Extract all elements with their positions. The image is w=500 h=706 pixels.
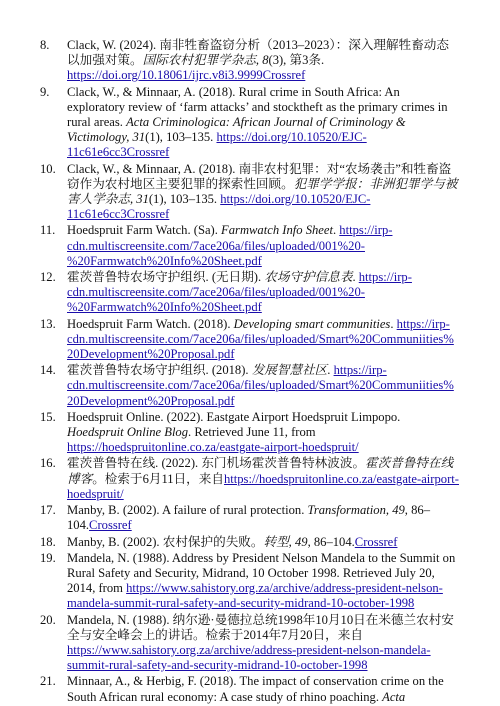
reference-text: . xyxy=(327,363,334,378)
reference-item xyxy=(0,270,500,316)
reference-text: (1), 103–135. xyxy=(148,192,221,207)
reference-text: . xyxy=(390,316,397,331)
reference-text: Mandela, N. (1988). 纳尔逊·曼德拉总统1998年10月10日在米德兰农村安全与安全峰会上的讲话。检索于2014年7月20日，来自 xyxy=(67,612,454,642)
reference-item xyxy=(0,38,500,84)
reference-source-title: Farmwatch Info Sheet xyxy=(221,223,333,238)
reference-number: 10. xyxy=(40,161,56,176)
reference-number: 8. xyxy=(40,38,50,52)
reference-number: 14. xyxy=(40,363,56,378)
crossref-link[interactable]: Crossref xyxy=(354,534,398,549)
reference-source-title: 农场守护信息表 xyxy=(264,270,353,285)
reference-source-title: Hoedspruit Online Blog xyxy=(67,425,189,440)
reference-source-title: 犯罪学学报：非洲犯罪学与被害人学杂志, 31 xyxy=(67,176,458,207)
reference-link[interactable]: https://hoedspruitonline.co.za/eastgate-airport-hoedspruit/ xyxy=(67,440,359,455)
crossref-link[interactable]: Crossref xyxy=(89,518,132,533)
reference-number: 19. xyxy=(40,550,56,565)
reference-source-title: Acta xyxy=(382,689,406,704)
reference-source-title: 国际农村犯罪学杂志, 8 xyxy=(142,53,269,68)
reference-item xyxy=(0,410,500,456)
reference-number: 20. xyxy=(40,612,56,627)
reference-text: Clack, W. (2024). 南非牲畜盗窃分析（2013–2023）：深入理解牲畜动态以加强对策。 xyxy=(67,38,449,68)
reference-list xyxy=(0,38,500,706)
reference-number: 17. xyxy=(40,503,56,518)
reference-text: Clack, W., & Minnaar, A. (2018). Rural crime in South Africa: An exploratory review of ‘farm attacks’ and stocktheft as the primary crimes in rural areas. xyxy=(67,84,448,130)
reference-item xyxy=(0,535,500,550)
reference-text: . xyxy=(352,270,359,285)
reference-link[interactable]: https://doi.org/10.18061/ijrc.v8i3.9999Crossref xyxy=(67,68,306,83)
reference-text: 。检索于6月11日，来自 xyxy=(92,471,224,486)
reference-source-title: Transformation, 49 xyxy=(307,503,405,518)
reference-source-title: Developing smart communities xyxy=(233,316,391,331)
reference-link[interactable]: https://irp-cdn.multiscreensite.com/7ace206a/files/uploaded/Smart%20Communiities%20Development%20Proposal.pdf xyxy=(67,363,454,408)
reference-text: Hoedspruit Farm Watch. (2018). xyxy=(67,316,234,331)
reference-link[interactable]: https://www.sahistory.org.za/archive/address-president-nelson-mandela-summit-rural-safety-and-security-midrand-10-october-1998 xyxy=(67,581,443,611)
reference-link[interactable]: https://irp-cdn.multiscreensite.com/7ace206a/files/uploaded/001%20-%20Farmwatch%20Info%20Sheet.pdf xyxy=(67,270,412,315)
reference-source-title: 转型, 49 xyxy=(263,534,308,549)
reference-text: Manby, B. (2002). A failure of rural protection. xyxy=(67,503,308,518)
reference-number: 11. xyxy=(40,223,56,238)
reference-text: Hoedspruit Online. (2022). Eastgate Airport Hoedspruit Limpopo. xyxy=(67,409,401,424)
reference-text: . xyxy=(332,223,340,238)
reference-number: 9. xyxy=(40,84,50,99)
reference-text: (3), 第3条. xyxy=(268,53,325,68)
reference-text: Hoedspruit Farm Watch. (Sa). xyxy=(67,223,222,238)
reference-link[interactable]: https://irp-cdn.multiscreensite.com/7ace206a/files/uploaded/Smart%20Communiities%20Development%20Proposal.pdf xyxy=(67,316,454,362)
reference-item xyxy=(0,223,500,269)
reference-source-title: 发展智慧社区 xyxy=(251,363,328,378)
reference-item xyxy=(0,503,500,533)
reference-text: 霍茨普鲁特农场守护组织. (2018). xyxy=(67,363,252,378)
reference-text: 霍茨普鲁特在线. (2022). 东门机场霍茨普鲁特林波波。 xyxy=(67,456,366,471)
reference-item xyxy=(0,674,500,704)
reference-link[interactable]: https://doi.org/10.10520/EJC-11c61e6cc3Crossref xyxy=(67,130,367,160)
reference-item xyxy=(0,456,500,502)
reference-link[interactable]: https://www.sahistory.org.za/archive/address-president-nelson-mandela-summit-rural-safety-and-security-midrand-10-october-1998 xyxy=(67,642,431,673)
reference-source-title: Acta Criminologica: African Journal of Criminology & Victimology, 31 xyxy=(67,115,406,145)
reference-item xyxy=(0,363,500,409)
reference-text: 霍茨普鲁特农场守护组织. (无日期). xyxy=(67,270,265,285)
reference-item xyxy=(0,317,500,363)
reference-source-title: 霍茨普鲁特在线博客 xyxy=(67,456,454,486)
reference-link[interactable]: https://doi.org/10.10520/EJC-11c61e6cc3Crossref xyxy=(67,192,371,222)
reference-number: 12. xyxy=(40,270,56,285)
reference-number: 15. xyxy=(40,409,56,424)
reference-item xyxy=(0,85,500,161)
reference-link[interactable]: https://hoedspruitonline.co.za/eastgate-airport-hoedspruit/ xyxy=(67,471,459,501)
reference-text: Mandela, N. (1988). Address by President Nelson Mandela to the Summit on Rural Safety and Security, Midrand, 10 October 1998. Retrieved July 20, 2014, from xyxy=(67,550,456,596)
reference-number: 18. xyxy=(40,534,56,549)
reference-text: , 86–104. xyxy=(67,503,430,533)
reference-item xyxy=(0,613,500,674)
reference-text: (1), 103–135. xyxy=(145,130,217,145)
reference-text: Clack, W., & Minnaar, A. (2018). 南非农村犯罪：对“农场袭击”和牲畜盗窃作为农村地区主要犯罪的探索性回顾。 xyxy=(67,161,452,191)
reference-text: . Retrieved June 11, from xyxy=(188,425,316,440)
reference-number: 13. xyxy=(40,316,56,331)
reference-number: 16. xyxy=(40,456,56,471)
reference-text: Manby, B. (2002). 农村保护的失败。 xyxy=(67,534,264,549)
reference-item xyxy=(0,551,500,612)
reference-text: , 86–104. xyxy=(307,534,355,549)
reference-item xyxy=(0,162,500,223)
reference-number: 21. xyxy=(40,674,56,689)
reference-text: Minnaar, A., & Herbig, F. (2018). The impact of conservation crime on the South African rural economy: A case study of rhino poaching. xyxy=(67,674,444,704)
reference-link[interactable]: https://irp-cdn.multiscreensite.com/7ace206a/files/uploaded/001%20-%20Farmwatch%20Info%20Sheet.pdf xyxy=(67,223,393,268)
